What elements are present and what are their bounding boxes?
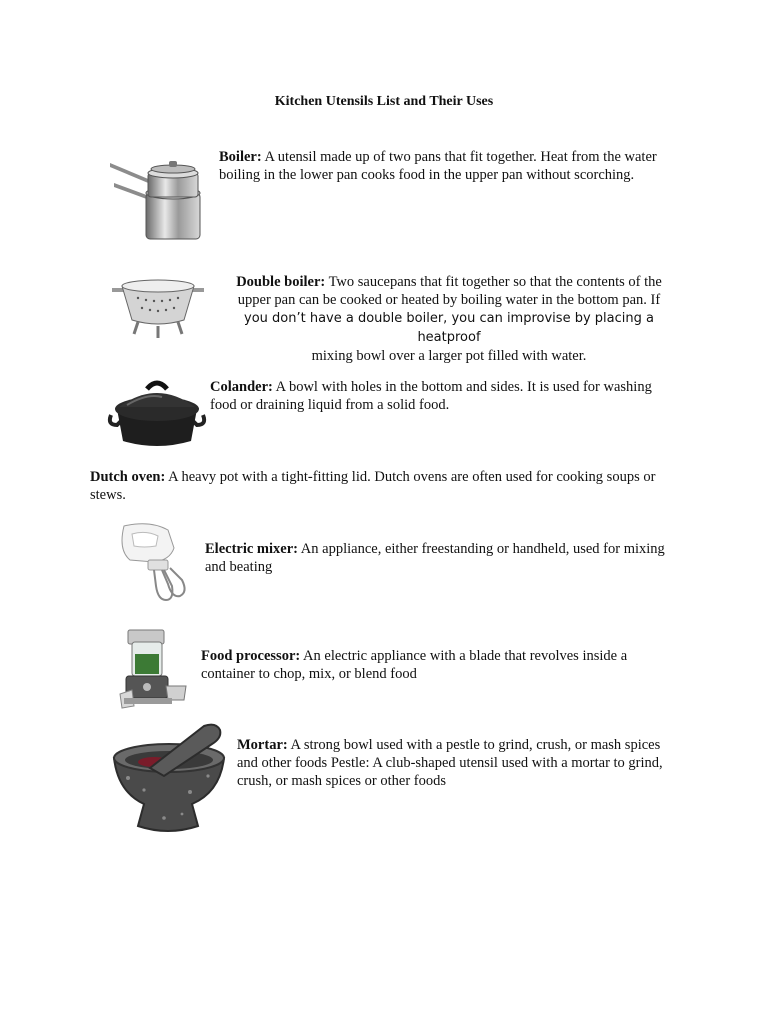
entry-term: Double boiler:	[236, 274, 326, 290]
colander-icon	[108, 272, 208, 342]
food-processor-icon	[118, 628, 190, 710]
entry-term: Mortar:	[237, 737, 288, 753]
entry-definition: An appliance, either freestanding or handheld, used for mixing and beating	[205, 541, 665, 575]
entry-electric-mixer	[205, 540, 675, 576]
entry-term: Food processor:	[201, 648, 301, 664]
entry-food-processor	[201, 647, 671, 683]
entry-mortar	[237, 736, 677, 790]
entry-definition: A bowl with holes in the bottom and sides. It is used for washing food or draining liquid from a solid food.	[210, 379, 652, 413]
entry-definition: A utensil made up of two pans that fit together. Heat from the water boiling in the lower pan cooks food in the upper pan without scorching.	[219, 149, 657, 183]
entry-term: Colander:	[210, 379, 273, 395]
entry-dutch-oven	[90, 468, 680, 504]
entry-definition: A strong bowl used with a pestle to grind, crush, or mash spices and other foods Pestle: A club-shaped utensil used with a mortar to grind, crush, or mash spices or other foods	[237, 737, 663, 789]
entry-colander	[210, 378, 680, 414]
entry-boiler	[219, 148, 689, 184]
entry-double-boiler	[224, 273, 674, 365]
double-saucepan-icon	[108, 155, 208, 245]
entry-definition: An electric appliance with a blade that revolves inside a container to chop, mix, or blend food	[201, 648, 628, 682]
mortar-pestle-icon	[104, 718, 234, 840]
entry-definition: you don’t have a double boiler, you can improvise by placing a heatproof	[244, 311, 654, 345]
dutch-oven-icon	[107, 375, 207, 455]
entry-term: Electric mixer:	[205, 541, 298, 557]
entry-definition: mixing bowl over a larger pot filled with water.	[311, 348, 587, 364]
entry-definition: A heavy pot with a tight-fitting lid. Dutch ovens are often used for cooking soups or stews.	[90, 469, 656, 503]
document-title: Kitchen Utensils List and Their Uses	[274, 94, 494, 109]
entry-term: Dutch oven:	[90, 469, 166, 485]
entry-term: Boiler:	[219, 149, 262, 165]
hand-mixer-icon	[110, 520, 200, 606]
entry-definition: Two saucepans that fit together so that the contents of the upper pan can be cooked or heated by boiling water in the bottom pan. If	[237, 274, 662, 308]
